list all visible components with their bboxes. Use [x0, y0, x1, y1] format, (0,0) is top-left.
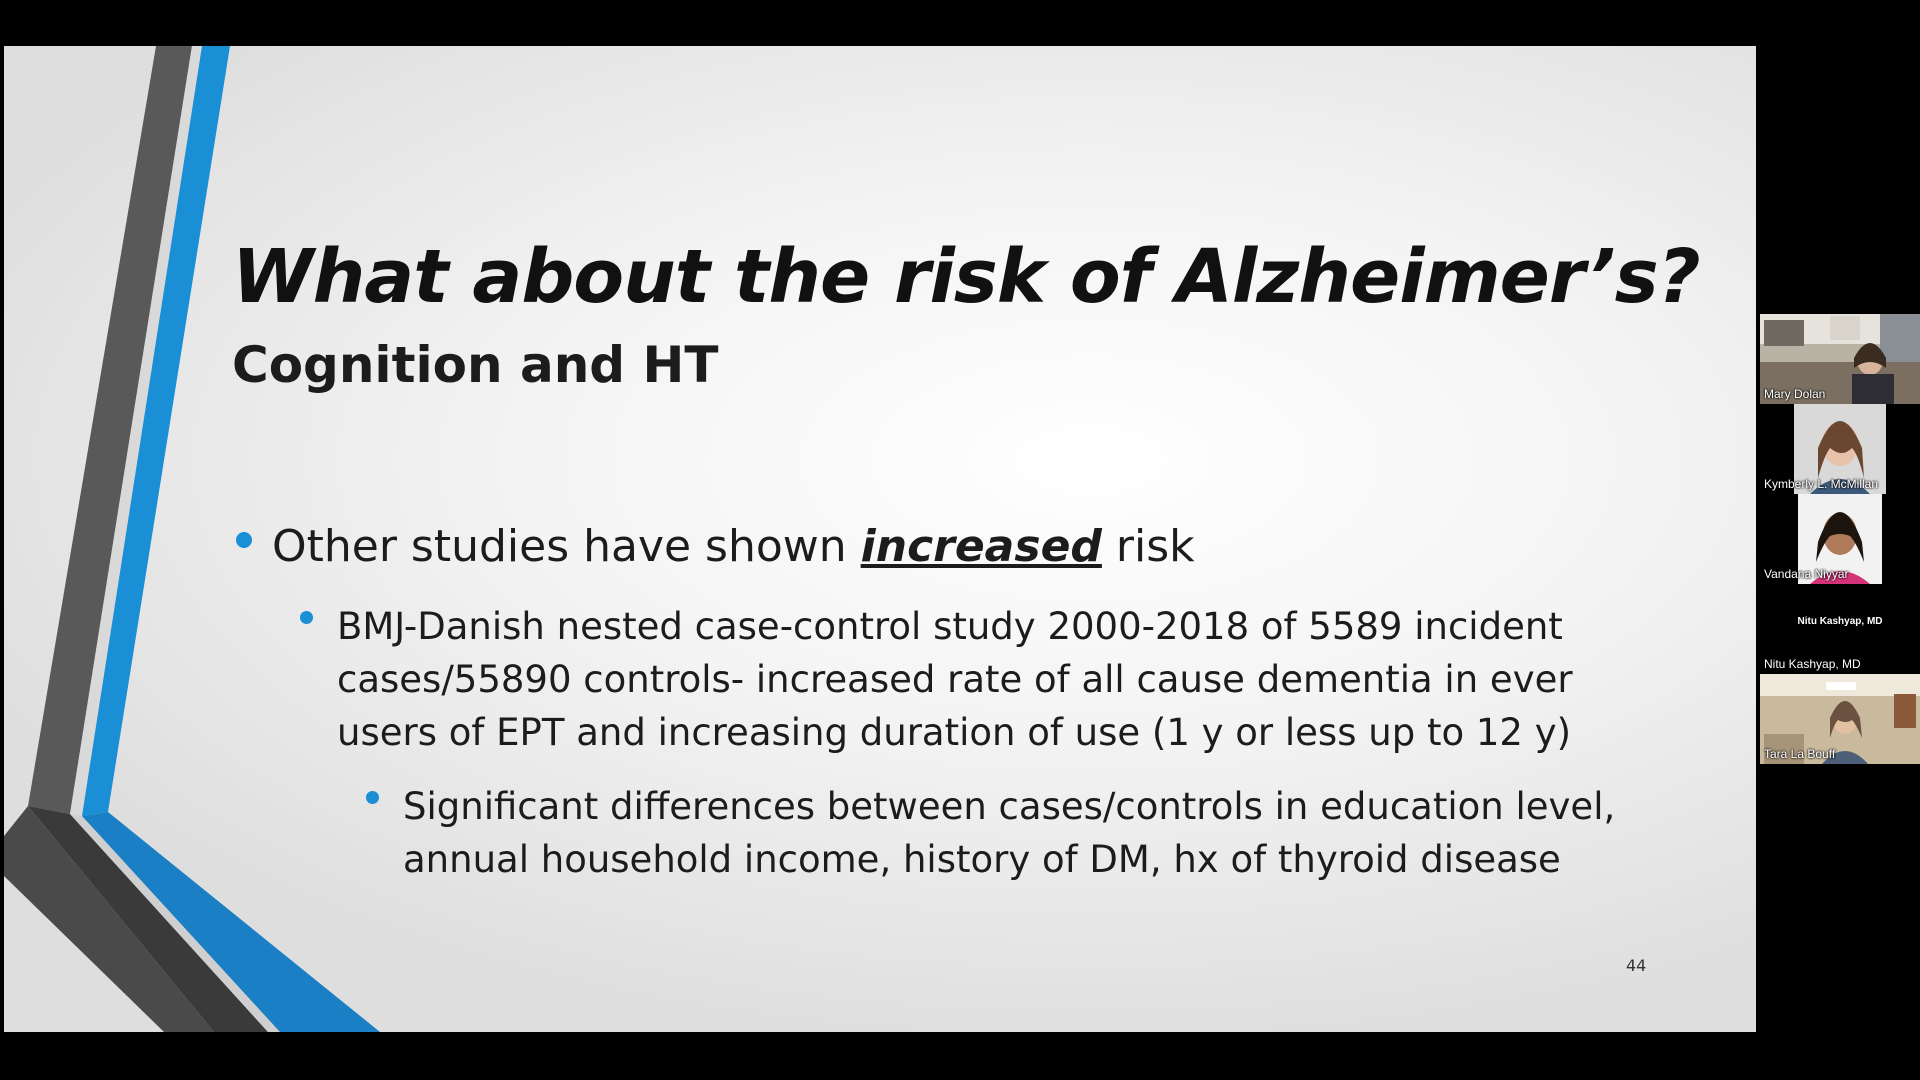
shared-slide — [4, 46, 1756, 1032]
participant-tile[interactable] — [1760, 404, 1920, 494]
bullet-text: BMJ-Danish nested case-control study 2000-2018 of 5589 incident cases/55890 controls- increased rate of all cause dementia in ever users of EPT and increasing duration of use (1 y or less up to 12 y) — [337, 605, 1573, 754]
bullet-text-suffix: risk — [1101, 521, 1195, 572]
bullet-dot — [300, 611, 313, 624]
bullet-level-3 — [403, 780, 1643, 886]
bullet-dot — [236, 532, 252, 548]
participant-gallery — [1760, 314, 1920, 764]
participant-name: Tara La Bouff — [1764, 747, 1836, 761]
participant-tile[interactable] — [1760, 494, 1920, 584]
bullet-text: Significant differences between cases/controls in education level, annual household income, history of DM, hx of thyroid disease — [403, 785, 1616, 881]
participant-tile[interactable] — [1760, 314, 1920, 404]
participant-name: Vandana Niyyar — [1764, 567, 1849, 581]
bullet-level-2 — [337, 600, 1647, 759]
participant-tile[interactable] — [1760, 674, 1920, 764]
participant-center-name: Nitu Kashyap, MD — [1797, 616, 1883, 627]
participant-name: Nitu Kashyap, MD — [1764, 657, 1861, 671]
slide-title: What about the risk of Alzheimer’s? — [232, 234, 1700, 320]
slide-page-number: 44 — [1626, 956, 1647, 975]
bullet-emphasis: increased — [860, 521, 1102, 572]
participant-name: Kymberly L. McMillan — [1764, 477, 1879, 491]
participant-name: Mary Dolan — [1764, 387, 1826, 401]
bullet-dot — [366, 791, 379, 804]
slide-subtitle: Cognition and HT — [232, 336, 719, 394]
bullet-level-1 — [272, 520, 1195, 574]
bullet-text-prefix: Other studies have shown — [272, 521, 861, 572]
participant-tile-video-off[interactable] — [1760, 584, 1920, 674]
